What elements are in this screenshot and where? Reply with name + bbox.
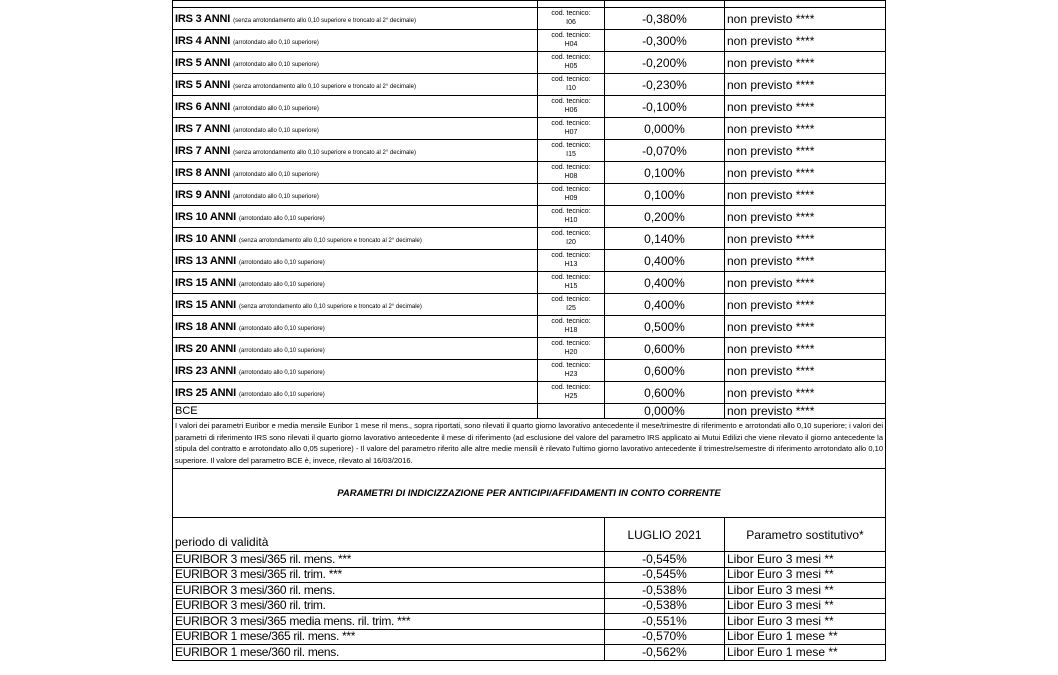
irs-name-cell (173, 96, 538, 118)
irs-code: I10 (566, 85, 576, 92)
irs-code-label: cod. tecnico: (551, 76, 591, 83)
irs-value: 0,100% (605, 184, 725, 206)
irs-code: H18 (564, 327, 578, 334)
irs-value: -0,380% (605, 8, 725, 30)
irs-code-label: cod. tecnico: (551, 142, 591, 149)
euribor-value: -0,545% (605, 552, 725, 568)
irs-code: H23 (564, 371, 578, 378)
bce-name: BCE (173, 404, 538, 419)
irs-code: I25 (566, 305, 576, 312)
euribor-value: -0,545% (605, 567, 725, 583)
irs-code-cell (538, 316, 605, 338)
irs-row (173, 272, 886, 294)
irs-value: 0,100% (605, 162, 725, 184)
cut-off-row (173, 1, 886, 8)
irs-name: IRS 23 ANNI (175, 364, 236, 377)
euribor-name: EURIBOR 3 mesi/360 ril. trim. (173, 598, 605, 614)
footnote-row (173, 419, 886, 469)
irs-name: IRS 13 ANNI (175, 254, 236, 267)
rate-parameters-sheet (172, 0, 885, 661)
irs-code: H20 (564, 349, 578, 356)
irs-note: (senza arrotondamento allo 0,10 superiore e troncato al 2° decimale) (233, 17, 416, 24)
irs-row (173, 162, 886, 184)
euribor-name: EURIBOR 3 mesi/365 ril. trim. *** (173, 567, 605, 583)
substitute-header: Parametro sostitutivo* (725, 518, 886, 552)
irs-code: H06 (564, 107, 578, 114)
irs-code-label: cod. tecnico: (551, 318, 591, 325)
irs-row (173, 8, 886, 30)
irs-code-cell (538, 382, 605, 404)
irs-name: IRS 7 ANNI (175, 122, 231, 135)
irs-name-cell (173, 74, 538, 96)
footnote-text: I valori dei parametri Euribor e media mensile Euribor 1 mese ril mens., sopra riportati, sono rilevati il quarto giorno lavorativo antecedente il mese/trimestre di riferimento e arrotondati allo 0,10 superiore; i valori dei parametri di riferimento IRS sono rilevati il quarto giorno lavorativo antecedente il mese di riferimento (ad esclusione del valore del parametro IRS applicato ai Mutui Edilizi che viene rilevato il giorno antecedente la stipula del contratto e arrotondato allo 0,05 superiore) - Il valore del parametro riferito alle altre medie mensili è rilevato l'ultimo giorno lavorativo antecedente il trimestre/semestre di riferimento arrotondato allo 0,10 superiore. Il valore del parametro BCE è, invece, rilevato al 16/03/2016. (173, 419, 886, 469)
section-title: PARAMETRI DI INDICIZZAZIONE PER ANTICIPI/AFFIDAMENTI IN CONTO CORRENTE (173, 469, 886, 518)
irs-substitute: non previsto **** (725, 360, 886, 382)
irs-table (172, 0, 886, 661)
irs-value: 0,200% (605, 206, 725, 228)
euribor-substitute: Libor Euro 3 mesi ** (725, 598, 886, 614)
irs-name-cell (173, 140, 538, 162)
irs-name-cell (173, 30, 538, 52)
irs-note: (arrotondato allo 0,10 superiore) (239, 259, 325, 266)
irs-code-label: cod. tecnico: (551, 10, 591, 17)
irs-code-cell (538, 360, 605, 382)
euribor-substitute: Libor Euro 1 mese ** (725, 629, 886, 645)
euribor-substitute: Libor Euro 3 mesi ** (725, 614, 886, 630)
irs-name: IRS 15 ANNI (175, 298, 236, 311)
irs-code: H10 (564, 217, 578, 224)
irs-row (173, 52, 886, 74)
irs-code-cell (538, 8, 605, 30)
irs-name: IRS 6 ANNI (175, 100, 231, 113)
irs-code-cell (538, 206, 605, 228)
irs-note: (senza arrotondamento allo 0,10 superiore e troncato al 2° decimale) (233, 83, 416, 90)
irs-code: I20 (566, 239, 576, 246)
irs-code-label: cod. tecnico: (551, 274, 591, 281)
irs-note: (senza arrotondamento allo 0,10 superiore e troncato al 2° decimale) (233, 149, 416, 156)
irs-row (173, 250, 886, 272)
irs-code-label: cod. tecnico: (551, 252, 591, 259)
irs-value: -0,300% (605, 30, 725, 52)
irs-code: H15 (564, 283, 578, 290)
irs-value: -0,200% (605, 52, 725, 74)
euribor-name: EURIBOR 1 mese/365 ril. mens. *** (173, 629, 605, 645)
irs-code-cell (538, 162, 605, 184)
irs-note: (arrotondato allo 0,10 superiore) (239, 347, 325, 354)
irs-row (173, 382, 886, 404)
irs-value: 0,500% (605, 316, 725, 338)
euribor-substitute: Libor Euro 3 mesi ** (725, 567, 886, 583)
irs-value: 0,600% (605, 338, 725, 360)
irs-value: -0,230% (605, 74, 725, 96)
irs-name-cell (173, 52, 538, 74)
irs-name: IRS 18 ANNI (175, 320, 236, 333)
irs-name: IRS 3 ANNI (175, 12, 231, 25)
irs-note: (senza arrotondamento allo 0,10 superiore e troncato al 2° decimale) (239, 303, 422, 310)
irs-value: 0,600% (605, 360, 725, 382)
irs-substitute: non previsto **** (725, 140, 886, 162)
irs-substitute: non previsto **** (725, 162, 886, 184)
irs-name-cell (173, 294, 538, 316)
irs-substitute: non previsto **** (725, 96, 886, 118)
irs-name: IRS 7 ANNI (175, 144, 231, 157)
irs-row (173, 118, 886, 140)
irs-name: IRS 9 ANNI (175, 188, 231, 201)
irs-code-label: cod. tecnico: (551, 164, 591, 171)
irs-value: 0,140% (605, 228, 725, 250)
irs-substitute: non previsto **** (725, 338, 886, 360)
irs-note: (arrotondato allo 0,10 superiore) (233, 193, 319, 200)
irs-code: H13 (564, 261, 578, 268)
irs-name-cell (173, 118, 538, 140)
header-row (173, 518, 886, 552)
irs-name-cell (173, 272, 538, 294)
irs-code-cell (538, 96, 605, 118)
euribor-row (173, 614, 886, 630)
irs-note: (arrotondato allo 0,10 superiore) (233, 105, 319, 112)
irs-substitute: non previsto **** (725, 118, 886, 140)
irs-code-label: cod. tecnico: (551, 32, 591, 39)
irs-note: (arrotondato allo 0,10 superiore) (233, 171, 319, 178)
irs-code-cell (538, 272, 605, 294)
irs-code: H08 (564, 173, 578, 180)
irs-row (173, 184, 886, 206)
irs-code: H09 (564, 195, 578, 202)
irs-name: IRS 25 ANNI (175, 386, 236, 399)
bce-value: 0,000% (605, 404, 725, 419)
euribor-value: -0,538% (605, 598, 725, 614)
irs-row (173, 294, 886, 316)
irs-code-label: cod. tecnico: (551, 54, 591, 61)
irs-substitute: non previsto **** (725, 382, 886, 404)
irs-substitute: non previsto **** (725, 8, 886, 30)
irs-name-cell (173, 8, 538, 30)
irs-name-cell (173, 316, 538, 338)
irs-code-cell (538, 294, 605, 316)
irs-name: IRS 5 ANNI (175, 56, 231, 69)
irs-name: IRS 10 ANNI (175, 232, 236, 245)
month-header: LUGLIO 2021 (605, 518, 725, 552)
irs-substitute: non previsto **** (725, 272, 886, 294)
irs-note: (arrotondato allo 0,10 superiore) (239, 281, 325, 288)
irs-name-cell (173, 250, 538, 272)
irs-code-cell (538, 338, 605, 360)
euribor-substitute: Libor Euro 3 mesi ** (725, 552, 886, 568)
irs-code-label: cod. tecnico: (551, 362, 591, 369)
irs-substitute: non previsto **** (725, 52, 886, 74)
euribor-name: EURIBOR 3 mesi/365 media mens. ril. trim. *** (173, 614, 605, 630)
euribor-value: -0,551% (605, 614, 725, 630)
irs-substitute: non previsto **** (725, 184, 886, 206)
irs-code-label: cod. tecnico: (551, 384, 591, 391)
euribor-name: EURIBOR 1 mese/360 ril. mens. (173, 645, 605, 661)
irs-value: -0,100% (605, 96, 725, 118)
bce-substitute: non previsto **** (725, 404, 886, 419)
euribor-value: -0,538% (605, 583, 725, 599)
irs-code-cell (538, 250, 605, 272)
irs-name-cell (173, 162, 538, 184)
irs-code-label: cod. tecnico: (551, 186, 591, 193)
irs-code-label: cod. tecnico: (551, 296, 591, 303)
irs-row (173, 30, 886, 52)
irs-name-cell (173, 382, 538, 404)
irs-substitute: non previsto **** (725, 294, 886, 316)
euribor-name: EURIBOR 3 mesi/360 ril. mens. (173, 583, 605, 599)
irs-code-cell (538, 52, 605, 74)
irs-substitute: non previsto **** (725, 228, 886, 250)
irs-row (173, 96, 886, 118)
irs-code: H05 (564, 63, 578, 70)
irs-value: 0,000% (605, 118, 725, 140)
irs-code-label: cod. tecnico: (551, 230, 591, 237)
period-header: periodo di validità (173, 518, 605, 552)
irs-code-cell (538, 140, 605, 162)
irs-note: (arrotondato allo 0,10 superiore) (233, 39, 319, 46)
irs-substitute: non previsto **** (725, 30, 886, 52)
irs-code: I15 (566, 151, 576, 158)
irs-note: (arrotondato allo 0,10 superiore) (239, 325, 325, 332)
euribor-row (173, 629, 886, 645)
irs-code-cell (538, 74, 605, 96)
irs-code-cell (538, 184, 605, 206)
irs-note: (arrotondato allo 0,10 superiore) (239, 215, 325, 222)
irs-row (173, 316, 886, 338)
irs-code-cell (538, 118, 605, 140)
irs-note: (senza arrotondamento allo 0,10 superiore e troncato al 2° decimale) (239, 237, 422, 244)
euribor-row (173, 645, 886, 661)
irs-name-cell (173, 360, 538, 382)
irs-row (173, 338, 886, 360)
irs-row (173, 206, 886, 228)
bce-row (173, 404, 886, 419)
irs-note: (arrotondato allo 0,10 superiore) (233, 127, 319, 134)
euribor-name: EURIBOR 3 mesi/365 ril. mens. *** (173, 552, 605, 568)
irs-code: H25 (564, 393, 578, 400)
irs-name: IRS 4 ANNI (175, 34, 231, 47)
irs-substitute: non previsto **** (725, 74, 886, 96)
irs-note: (arrotondato allo 0,10 superiore) (239, 391, 325, 398)
irs-row (173, 360, 886, 382)
irs-note: (arrotondato allo 0,10 superiore) (233, 61, 319, 68)
euribor-row (173, 598, 886, 614)
irs-name-cell (173, 338, 538, 360)
irs-substitute: non previsto **** (725, 250, 886, 272)
irs-name: IRS 20 ANNI (175, 342, 236, 355)
irs-name: IRS 5 ANNI (175, 78, 231, 91)
irs-note: (arrotondato allo 0,10 superiore) (239, 369, 325, 376)
irs-value: 0,400% (605, 272, 725, 294)
irs-code-label: cod. tecnico: (551, 208, 591, 215)
irs-name-cell (173, 206, 538, 228)
euribor-substitute: Libor Euro 1 mese ** (725, 645, 886, 661)
irs-name-cell (173, 184, 538, 206)
irs-code-cell (538, 30, 605, 52)
euribor-row (173, 552, 886, 568)
irs-code: I06 (566, 19, 576, 26)
irs-code: H07 (564, 129, 578, 136)
irs-name-cell (173, 228, 538, 250)
irs-value: -0,070% (605, 140, 725, 162)
irs-row (173, 74, 886, 96)
irs-code-cell (538, 228, 605, 250)
irs-value: 0,400% (605, 294, 725, 316)
euribor-substitute: Libor Euro 3 mesi ** (725, 583, 886, 599)
irs-value: 0,600% (605, 382, 725, 404)
euribor-value: -0,570% (605, 629, 725, 645)
irs-value: 0,400% (605, 250, 725, 272)
irs-code-label: cod. tecnico: (551, 340, 591, 347)
irs-substitute: non previsto **** (725, 316, 886, 338)
irs-substitute: non previsto **** (725, 206, 886, 228)
irs-code: H04 (564, 41, 578, 48)
section-title-row (173, 469, 886, 518)
irs-row (173, 228, 886, 250)
irs-name: IRS 15 ANNI (175, 276, 236, 289)
euribor-row (173, 583, 886, 599)
irs-name: IRS 10 ANNI (175, 210, 236, 223)
euribor-row (173, 567, 886, 583)
irs-code-label: cod. tecnico: (551, 98, 591, 105)
irs-name: IRS 8 ANNI (175, 166, 231, 179)
irs-code-label: cod. tecnico: (551, 120, 591, 127)
irs-row (173, 140, 886, 162)
euribor-value: -0,562% (605, 645, 725, 661)
